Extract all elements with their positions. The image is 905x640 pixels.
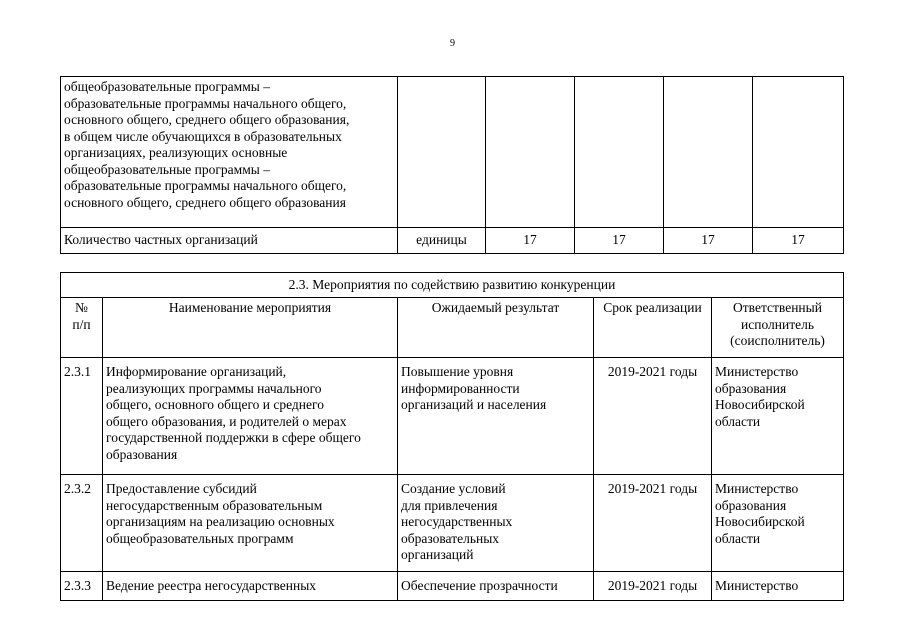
row-num: 2.3.3	[61, 572, 103, 601]
row-num: 2.3.2	[61, 475, 103, 572]
empty-cell	[664, 77, 753, 228]
row-term: 2019-2021 годы	[594, 475, 712, 572]
empty-cell	[575, 77, 664, 228]
row-result: Создание условий для привлечения негосударственных образовательных организаций	[398, 475, 594, 572]
row-name: Предоставление субсидий негосударственным образовательным организациям на реализацию основных общеобразовательных программ	[103, 475, 398, 572]
row-executor: Министерство образования Новосибирской области	[712, 475, 844, 572]
table-row	[61, 475, 844, 572]
row-name: Ведение реестра негосударственных	[103, 572, 398, 601]
indicator-label: Количество частных организаций	[61, 228, 398, 254]
row-result: Повышение уровня информированности организаций и населения	[398, 358, 594, 475]
header-row	[61, 298, 844, 358]
indicator-value: 17	[575, 228, 664, 254]
row-num: 2.3.1	[61, 358, 103, 475]
header-executor: Ответственный исполнитель (соисполнитель)	[712, 298, 844, 358]
section-title-row	[61, 273, 844, 298]
section-title: 2.3. Мероприятия по содействию развитию конкуренции	[61, 273, 844, 298]
row-executor: Министерство образования Новосибирской области	[712, 358, 844, 475]
measures-table	[60, 272, 844, 601]
table-row	[61, 228, 844, 254]
row-name: Информирование организаций, реализующих программы начального общего, основного общего и среднего общего образования, и родителей о мерах государственной поддержки в сфере общего образования	[103, 358, 398, 475]
header-result: Ожидаемый результат	[398, 298, 594, 358]
row-result: Обеспечение прозрачности	[398, 572, 594, 601]
indicator-value: 17	[664, 228, 753, 254]
header-name: Наименование мероприятия	[103, 298, 398, 358]
indicator-value: 17	[753, 228, 844, 254]
header-term: Срок реализации	[594, 298, 712, 358]
row-term: 2019-2021 годы	[594, 572, 712, 601]
indicator-description: общеобразовательные программы – образовательные программы начального общего, основного общего, среднего общего образования, в общем числе обучающихся в образовательных организациях, реализующих основные общеобразовательные программы – образовательные программы начального общего, основного общего, среднего общего образования	[61, 77, 398, 228]
table-row	[61, 358, 844, 475]
indicator-unit: единицы	[398, 228, 486, 254]
indicators-table	[60, 76, 844, 254]
table-row	[61, 572, 844, 601]
empty-cell	[398, 77, 486, 228]
empty-cell	[753, 77, 844, 228]
empty-cell	[486, 77, 575, 228]
page-number: 9	[450, 38, 455, 49]
row-executor: Министерство	[712, 572, 844, 601]
header-num: № п/п	[61, 298, 103, 358]
indicator-value: 17	[486, 228, 575, 254]
table-row	[61, 77, 844, 228]
row-term: 2019-2021 годы	[594, 358, 712, 475]
